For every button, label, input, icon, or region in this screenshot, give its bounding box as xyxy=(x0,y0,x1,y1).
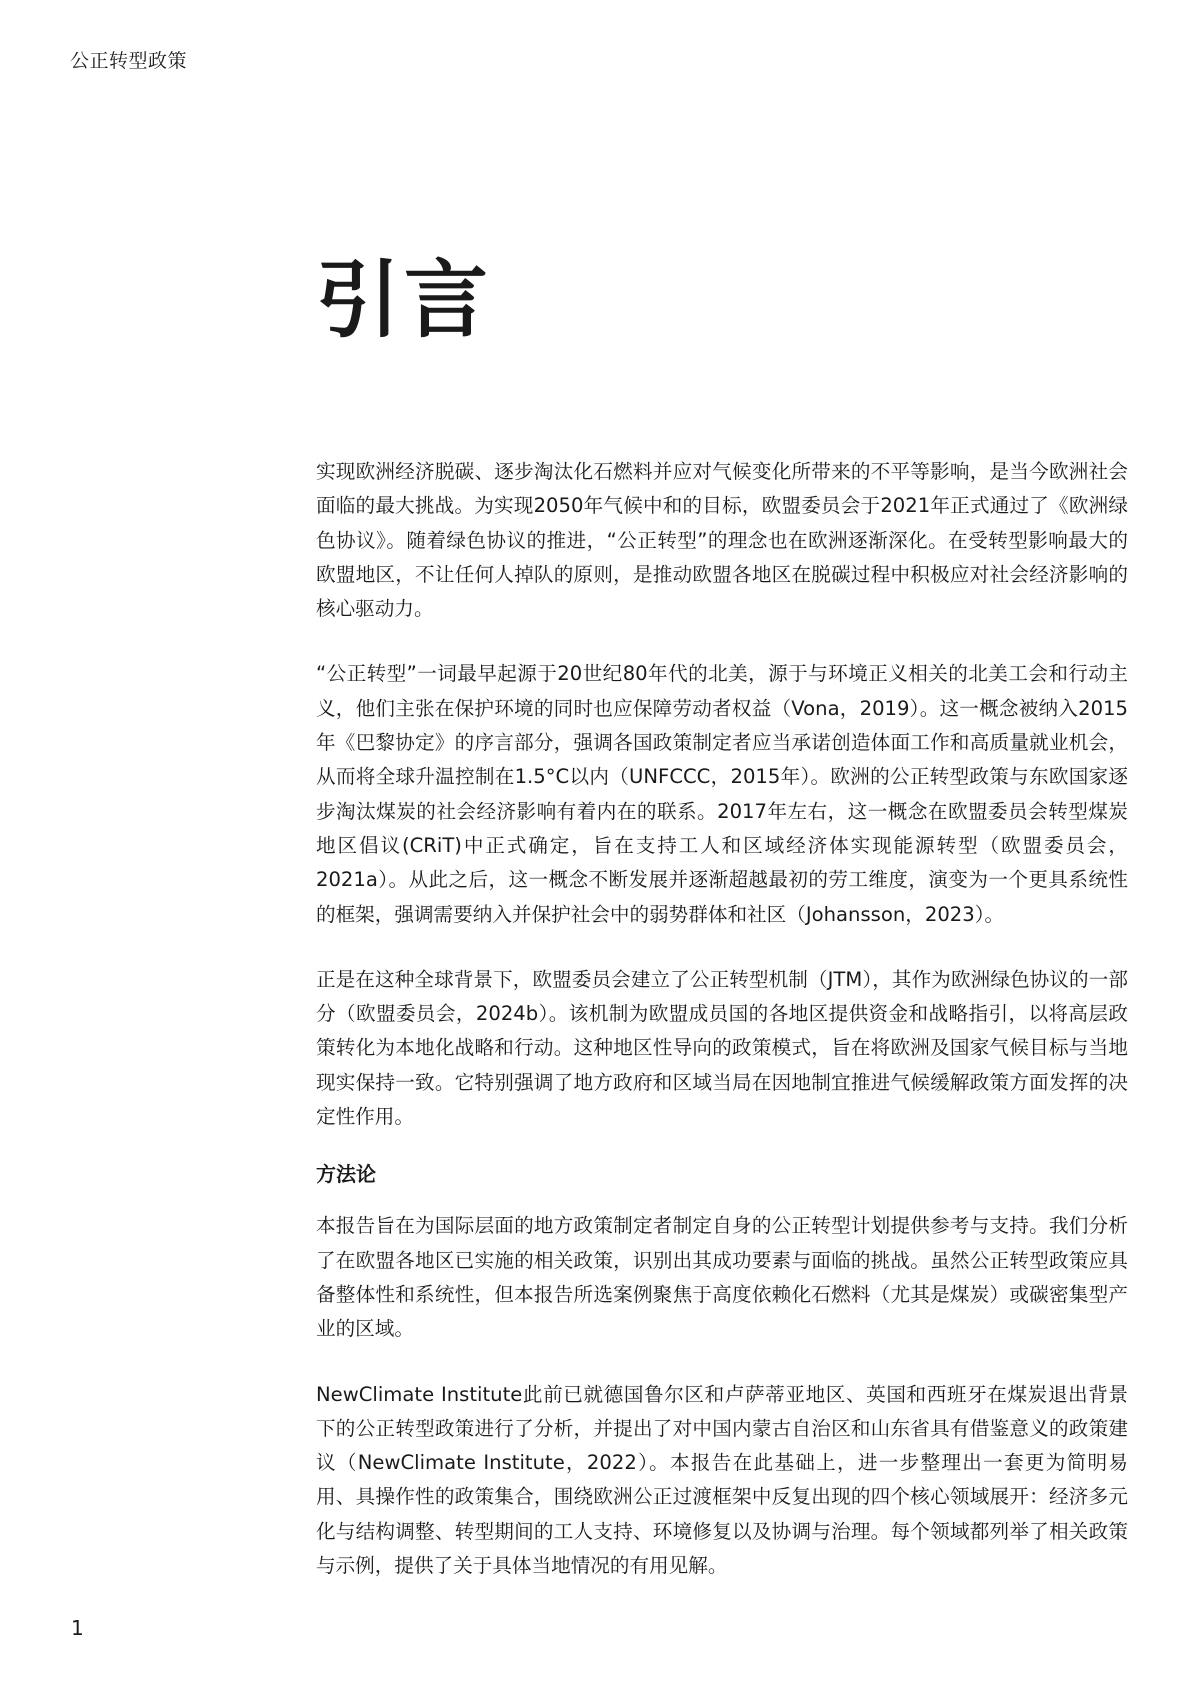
body-text xyxy=(316,455,1128,1614)
intro-paragraph-1: 实现欧洲经济脱碳、逐步淘汰化石燃料并应对气候变化所带来的不平等影响，是当今欧洲社会面临的最大挑战。为实现2050年气候中和的目标，欧盟委员会于2021年正式通过了《欧洲绿色协议》。随着绿色协议的推进，“公正转型”的理念也在欧洲逐渐深化。在受转型影响最大的欧盟地区，不让任何人掉队的原则，是推动欧盟各地区在脱碳过程中积极应对社会经济影响的核心驱动力。 xyxy=(316,460,1128,621)
intro-paragraph-2: “公正转型”一词最早起源于20世纪80年代的北美，源于与环境正义相关的北美工会和行动主义，他们主张在保护环境的同时也应保障劳动者权益（Vona，2019）。这一概念被纳入2015年《巴黎协定》的序言部分，强调各国政策制定者应当承诺创造体面工作和高质量就业机会，从而将全球升温控制在1.5°C以内（UNFCCC，2015年）。欧洲的公正转型政策与东欧国家逐步淘汰煤炭的社会经济影响有着内在的联系。2017年左右，这一概念在欧盟委员会转型煤炭地区倡议(CRiT)中正式确定，旨在支持工人和区域经济体实现能源转型（欧盟委员会，2021a）。从此之后，这一概念不断发展并逐渐超越最初的劳工维度，演变为一个更具系统性的框架，强调需要纳入并保护社会中的弱势群体和社区（Johansson，2023）。 xyxy=(316,662,1128,926)
title-block xyxy=(316,251,1128,349)
methodology-paragraph-2: NewClimate Institute此前已就德国鲁尔区和卢萨蒂亚地区、英国和西班牙在煤炭退出背景下的公正转型政策进行了分析，并提出了对中国内蒙古自治区和山东省具有借鉴意义的政策建议（NewClimate Institute，2022）。本报告在此基础上，进一步整理出一套更为简明易用、具操作性的政策集合，围绕欧洲公正过渡框架中反复出现的四个核心领域展开：经济多元化与结构调整、转型期间的工人支持、环境修复以及协调与治理。每个领域都列举了相关政策与示例，提供了关于具体当地情况的有用见解。 xyxy=(316,1382,1128,1578)
intro-paragraph-3: 正是在这种全球背景下，欧盟委员会建立了公正转型机制（JTM），其作为欧洲绿色协议的一部分（欧盟委员会，2024b）。该机制为欧盟成员国的各地区提供资金和战略指引，以将高层政策转化为本地化战略和行动。这种地区性导向的政策模式，旨在将欧洲及国家气候目标与当地现实保持一致。它特别强调了地方政府和区域当局在因地制宜推进气候缓解政策方面发挥的决定性作用。 xyxy=(316,967,1128,1129)
methodology-heading: 方法论 xyxy=(316,1162,376,1187)
page-title: 引言 xyxy=(316,251,493,349)
methodology-paragraph-1: 本报告旨在为国际层面的地方政策制定者制定自身的公正转型计划提供参考与支持。我们分析了在欧盟各地区已实施的相关政策，识别出其成功要素与面临的挑战。虽然公正转型政策应具备整体性和系统性，但本报告所选案例聚焦于高度依赖化石燃料（尤其是煤炭）或碳密集型产业的区域。 xyxy=(316,1214,1128,1341)
running-header: 公正转型政策 xyxy=(70,50,188,72)
page-number: 1 xyxy=(71,1616,84,1640)
